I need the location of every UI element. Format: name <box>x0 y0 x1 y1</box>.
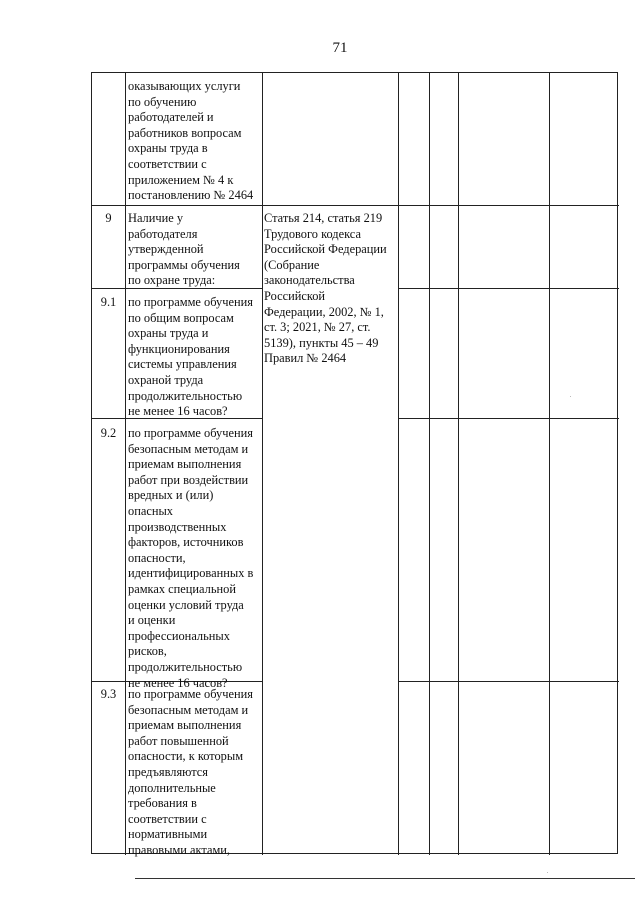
question-9-1: по программе обучения по общим вопросам охраны труда и функционирования системы управления охраной труда продолжительностью не менее 16 часов? <box>128 295 253 419</box>
page-bottom-rule <box>135 878 635 879</box>
scan-speck <box>547 872 548 873</box>
row-number-9: 9 <box>105 211 112 225</box>
scan-speck <box>570 396 571 397</box>
question-9-2: по программе обучения безопасным методам и приемам выполнения работ при воздействии вредных и (или) опасных производственных факторов, источников опасности, идентифицированных в рамках специальной оценки условий труда и оценки профессиональных рисков, продолжительностью не менее 16 часов? <box>128 426 254 690</box>
column-divider-number <box>125 73 126 855</box>
row-number-9-1: 9.1 <box>100 295 117 309</box>
question-9-3: по программе обучения безопасным методам и приемам выполнения работ повышенной опасности, к которым предъявляются дополнительные требования в соответствии с нормативными правовыми актами, <box>128 687 253 857</box>
page-number: 71 <box>332 40 348 56</box>
row-border-9 <box>92 205 619 206</box>
row-border-9-3-right <box>398 681 619 682</box>
question-9: Наличие у работодателя утвержденной программы обучения по охране труда: <box>128 211 240 288</box>
legal-basis: Статья 214, статья 219 Трудового кодекса Российской Федерации (Собрание законодательства Российской Федерации, 2002, № 1, ст. 3; 2021, № 27, ст. 5139), пункты 45 – 49 Правил № 2464 <box>264 211 387 366</box>
checklist-table <box>91 72 618 857</box>
column-divider-na <box>549 73 550 855</box>
column-divider-no <box>458 73 459 855</box>
row-border-9-2-right <box>398 418 619 419</box>
column-divider-yes <box>429 73 430 855</box>
row-number-9-3: 9.3 <box>100 687 117 701</box>
row-border-9-1-right <box>398 288 619 289</box>
column-divider-basis <box>398 73 399 855</box>
row-number-9-2: 9.2 <box>100 426 117 440</box>
continuation-text: оказывающих услуги по обучению работодателей и работников вопросам охраны труда в соответствии с приложением № 4 к постановлению № 2464 <box>128 79 254 203</box>
